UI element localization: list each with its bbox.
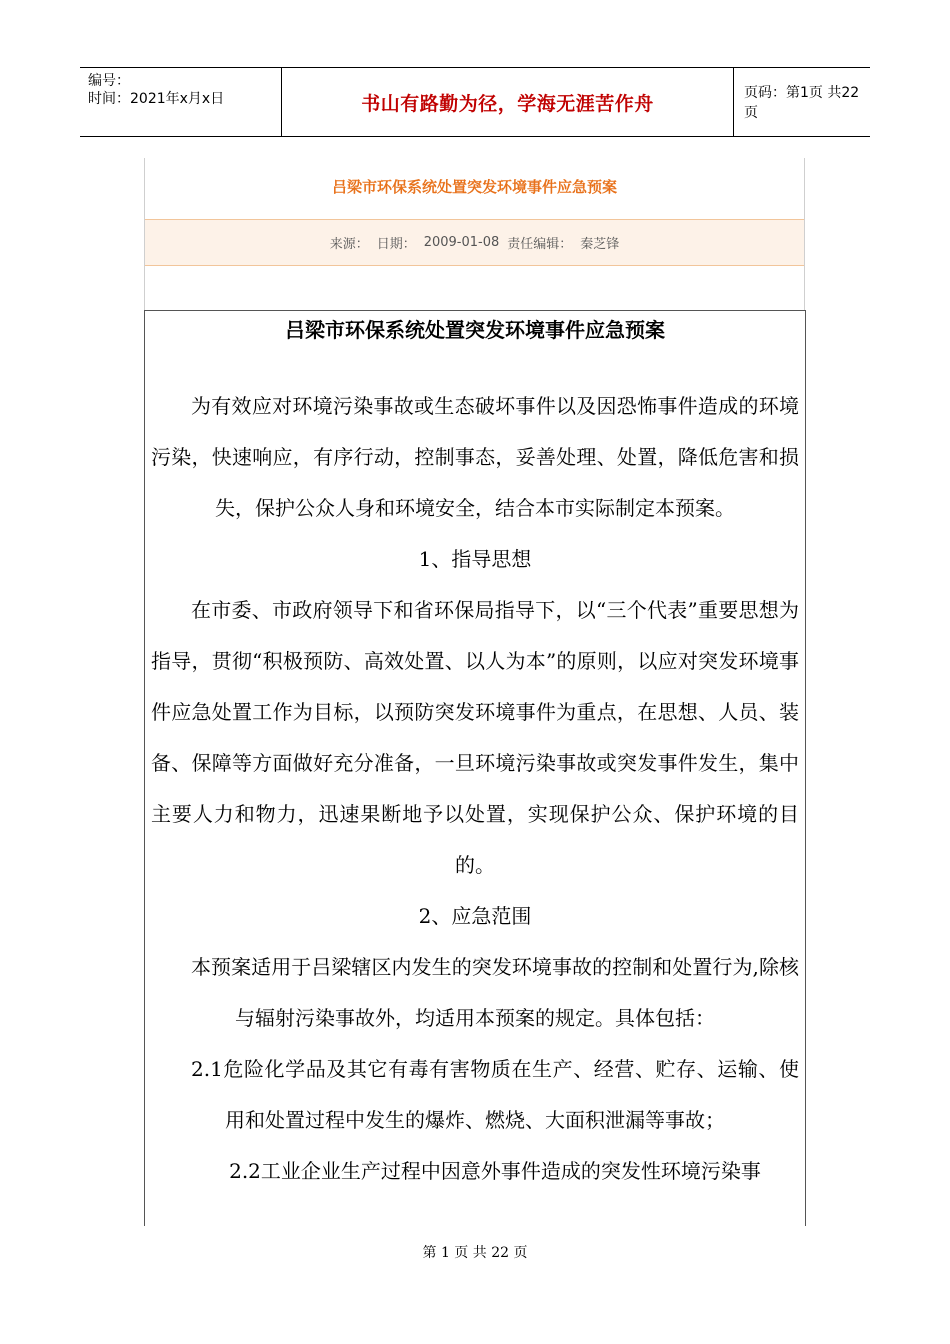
web-article-title: 吕梁市环保系统处置突发环境事件应急预案: [331, 178, 617, 196]
web-article-frame: [144, 158, 805, 310]
section-2-paragraph: 本预案适用于吕梁辖区内发生的突发环境事故的控制和处置行为,除核与辐射污染事故外，均适用本预案的规定。具体包括：: [191, 955, 799, 1030]
section-1-paragraph: 在市委、市政府领导下和省环保局指导下，以“三个代表”重要思想为指导，贯彻“积极预防、高效处置、以人为本”的原则，以应对突发环境事件应急处置工作为目标，以预防突发环境事件为重点，在思想、人员、装备、保障等方面做好充分准备，一旦环境污染事故或突发事件发生，集中主要人力和物力，迅速果断地予以处置，实现保护公众、保护环境的目的。: [151, 598, 799, 877]
editor-name: 秦芝锋: [580, 237, 620, 252]
header-page-cell: [734, 68, 870, 136]
document-content: [144, 310, 806, 1226]
slogan-text: 书山有路勤为径，学海无涯苦作舟: [361, 92, 654, 115]
page-info: 页码：第1页 共22页: [744, 85, 860, 121]
item-2-1: 2.1危险化学品及其它有毒有害物质在生产、经营、贮存、运输、使用和处置过程中发生的爆炸、燃烧、大面积泄漏等事故；: [191, 1057, 799, 1132]
document-title: 吕梁市环保系统处置突发环境事件应急预案: [285, 318, 665, 342]
header-left-cell: [80, 68, 281, 136]
document-header: [80, 67, 870, 137]
header-slogan-cell: [281, 68, 734, 136]
item-2-2: 2.2工业企业生产过程中因意外事件造成的突发性环境污染事: [229, 1159, 761, 1183]
article-meta-bar: [145, 219, 804, 266]
page-footer: 第 1 页 共 22 页: [422, 1245, 528, 1261]
time-label: 时间：2021年x月x日: [88, 91, 225, 107]
section-heading-1: 1、指导思想: [418, 547, 532, 571]
editor-label: 责任编辑：: [507, 237, 573, 252]
number-label: 编号：: [88, 73, 130, 89]
intro-paragraph: 为有效应对环境污染事故或生态破坏事件以及因恐怖事件造成的环境污染，快速响应，有序行动，控制事态，妥善处理、处置，降低危害和损失，保护公众人身和环境安全，结合本市实际制定本预案。: [151, 394, 799, 520]
source-label: 来源：: [329, 237, 369, 252]
date-label: 日期：: [376, 237, 416, 252]
date-value: 2009-01-08: [423, 235, 500, 250]
section-heading-2: 2、应急范围: [418, 904, 532, 928]
